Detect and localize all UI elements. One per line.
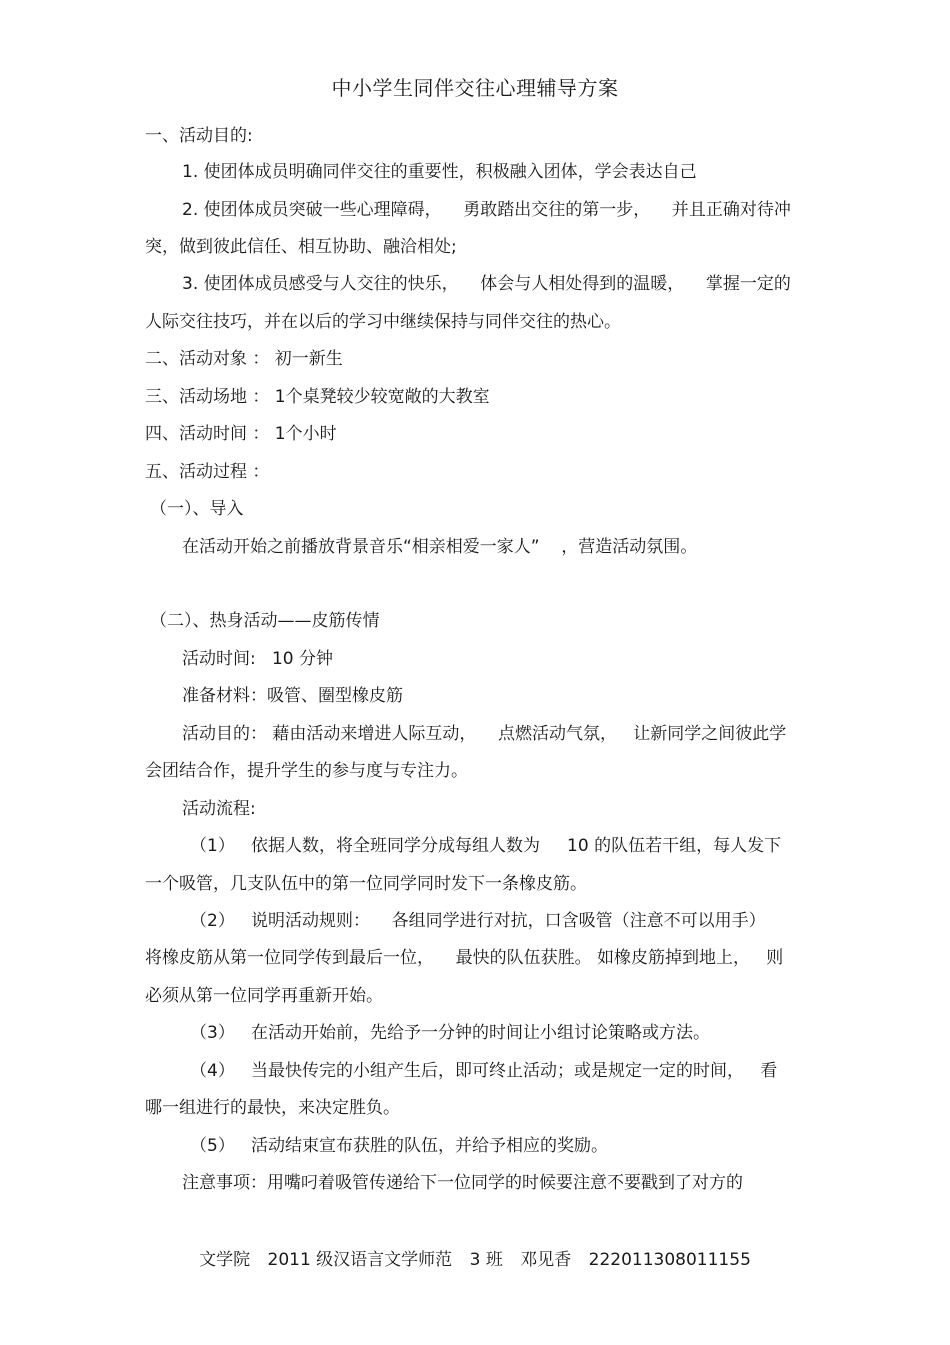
page-footer (0, 1245, 950, 1270)
section-heading: 五、活动过程 ： (145, 462, 270, 482)
paragraph-line: 哪一组进行的最快，来决定胜负。 (145, 1098, 400, 1118)
paragraph-line: 准备材料：吸管、圈型橡皮筋 (182, 686, 403, 706)
footer-student: 邓见香 (520, 1250, 572, 1270)
subsection-heading: （一）、导入 (150, 499, 244, 519)
paragraph-line: 会团结合作，提升学生的参与度与专注力。 (145, 761, 468, 781)
section-heading: 三、活动场地 ： 1个桌凳较少较宽敞的大教室 (145, 387, 490, 407)
paragraph-line: 注意事项：用嘴叼着吸管传递给下一位同学的时候要注意不要戳到了对方的 (182, 1173, 743, 1193)
list-item: （4） 当最快传完的小组产生后，即可终止活动；或是规定一定的时间， 看 (190, 1061, 778, 1081)
paragraph-line: 必须从第一位同学再重新开始。 (145, 986, 383, 1006)
paragraph-line: 人际交往技巧，并在以后的学习中继续保持与同伴交往的热心。 (145, 312, 621, 332)
footer-student-id: 222011308011155 (588, 1250, 751, 1270)
paragraph-line: 突，做到彼此信任、相互协助、融洽相处; (145, 237, 457, 257)
footer-class-name: 2011 级汉语言文学师范 (267, 1250, 453, 1270)
list-item: （2） 说明活动规则： 各组同学进行对抗，口含吸管（注意不可以用手） (190, 911, 766, 931)
section-heading: 四、活动时间 ： 1个小时 (145, 424, 337, 444)
section-heading: 二、活动对象 ： 初一新生 (145, 349, 343, 369)
section-heading: 一、活动目的: (145, 126, 253, 146)
list-item: （1） 依据人数，将全班同学分成每组人数为 10 的队伍若干组，每人发下 (190, 836, 782, 856)
footer-school: 文学院 (199, 1250, 251, 1270)
document-title: 中小学生同伴交往心理辅导方案 (331, 76, 619, 100)
paragraph-line: 将橡皮筋从第一位同学传到最后一位， 最快的队伍获胜。 如橡皮筋掉到地上， 则 (145, 948, 784, 968)
list-item: （3） 在活动开始前，先给予一分钟的时间让小组讨论策略或方法。 (190, 1023, 711, 1043)
footer-class-no: 3 班 (469, 1250, 503, 1270)
paragraph-line: 1. 使团体成员明确同伴交往的重要性，积极融入团体，学会表达自己 (182, 162, 697, 182)
paragraph-line: 2. 使团体成员突破一些心理障碍， 勇敢踏出交往的第一步， 并且正确对待冲 (182, 200, 791, 220)
subsection-heading: （二）、热身活动——皮筋传情 (150, 611, 380, 631)
paragraph-line: 活动流程: (182, 799, 256, 819)
paragraph-line: 活动目的： 藉由活动来增进人际互动， 点燃活动气氛， 让新同学之间彼此学 (182, 724, 787, 744)
paragraph-line: 3. 使团体成员感受与人交往的快乐， 体会与人相处得到的温暖， 掌握一定的 (182, 274, 791, 294)
paragraph-line: 活动时间: 10 分钟 (182, 649, 333, 669)
paragraph-line: 一个吸管，几支队伍中的第一位同学同时发下一条橡皮筋。 (145, 874, 587, 894)
paragraph-line: 在活动开始之前播放背景音乐“相亲相爱一家人” ，营造活动氛围。 (182, 537, 698, 557)
list-item: （5） 活动结束宣布获胜的队伍，并给予相应的奖励。 (190, 1136, 609, 1156)
